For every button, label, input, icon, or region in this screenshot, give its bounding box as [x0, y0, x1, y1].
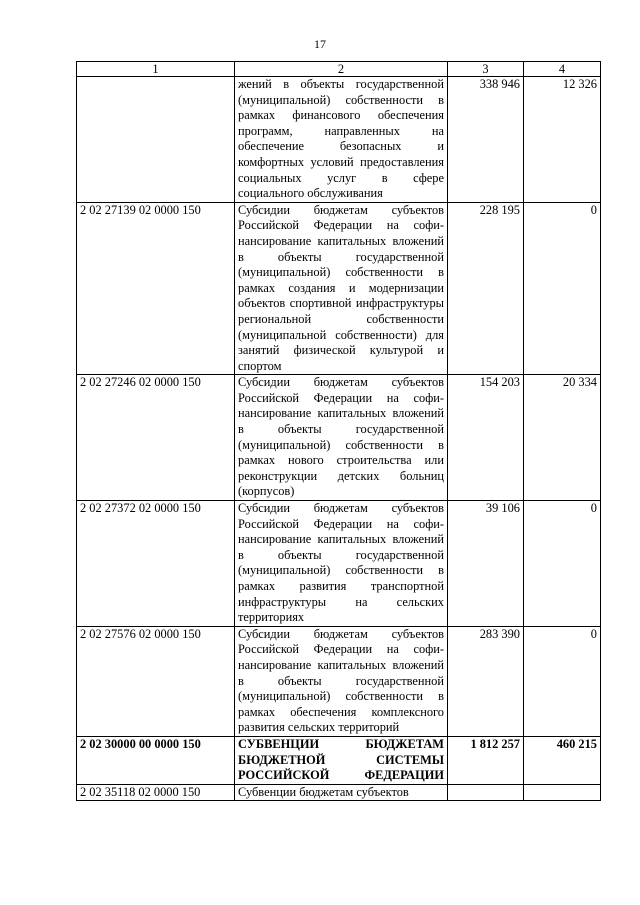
row-code: 2 02 30000 00 0000 150	[77, 736, 235, 784]
page-number: 17	[314, 37, 326, 51]
row-value-col4: 0	[524, 501, 601, 627]
budget-table	[76, 61, 601, 801]
header-col-2: 2	[235, 62, 448, 77]
row-description: Субсидии бюджетам субъектов Российской Федерации на софинансирование капитальных вложений в объекты государственной (муниципальной) собственности в рамках создания и модернизации объектов спортивной инфраструктуры региональной собственности (муниципальной собственности) для занятий физической культурой и спортом	[235, 202, 448, 375]
row-code: 2 02 27139 02 0000 150	[77, 202, 235, 375]
table-row	[77, 77, 601, 203]
row-value-col4: 460 215	[524, 736, 601, 784]
row-value-col4: 12 326	[524, 77, 601, 203]
header-col-3: 3	[448, 62, 524, 77]
row-code: 2 02 27372 02 0000 150	[77, 501, 235, 627]
row-value-col3: 39 106	[448, 501, 524, 627]
row-value-col3: 228 195	[448, 202, 524, 375]
row-value-col4: 20 334	[524, 375, 601, 501]
row-value-col3: 338 946	[448, 77, 524, 203]
row-value-col3: 154 203	[448, 375, 524, 501]
table-header-row	[77, 62, 601, 77]
row-code	[77, 77, 235, 203]
row-value-col3: 283 390	[448, 626, 524, 736]
row-description: Субсидии бюджетам субъектов Российской Федерации на софинансирование капитальных вложений в объекты государственной (муниципальной) собственности в рамках обеспечения комплексного развития сельских территорий	[235, 626, 448, 736]
table-row	[77, 501, 601, 627]
header-col-4: 4	[524, 62, 601, 77]
row-description: Субвенции бюджетам субъектов	[235, 784, 448, 801]
row-description: СУБВЕНЦИИ БЮДЖЕТАМ БЮДЖЕТНОЙ СИСТЕМЫ РОССИЙСКОЙ ФЕДЕРАЦИИ	[235, 736, 448, 784]
table-row-total	[77, 736, 601, 784]
table-row	[77, 626, 601, 736]
table-row	[77, 375, 601, 501]
row-value-col3: 1 812 257	[448, 736, 524, 784]
row-code: 2 02 27246 02 0000 150	[77, 375, 235, 501]
table-row	[77, 202, 601, 375]
row-description: Субсидии бюджетам субъектов Российской Федерации на софинансирование капитальных вложений в объекты государственной (муниципальной) собственности в рамках развития транспортной инфраструктуры на сельских территориях	[235, 501, 448, 627]
row-code: 2 02 27576 02 0000 150	[77, 626, 235, 736]
row-description: жений в объекты государственной (муниципальной) собственности в рамках финансового обеспечения программ, направленных на обеспечение безопасных и комфортных условий предоставления социальных услуг в сфере социального обслуживания	[235, 77, 448, 203]
header-col-1: 1	[77, 62, 235, 77]
row-value-col4: 0	[524, 202, 601, 375]
table-row	[77, 784, 601, 801]
row-value-col4: 0	[524, 626, 601, 736]
row-value-col4	[524, 784, 601, 801]
row-value-col3	[448, 784, 524, 801]
row-description: Субсидии бюджетам субъектов Российской Федерации на софинансирование капитальных вложений в объекты государственной (муниципальной) собственности в рамках нового строительства или реконструкции детских больниц (корпусов)	[235, 375, 448, 501]
row-code: 2 02 35118 02 0000 150	[77, 784, 235, 801]
